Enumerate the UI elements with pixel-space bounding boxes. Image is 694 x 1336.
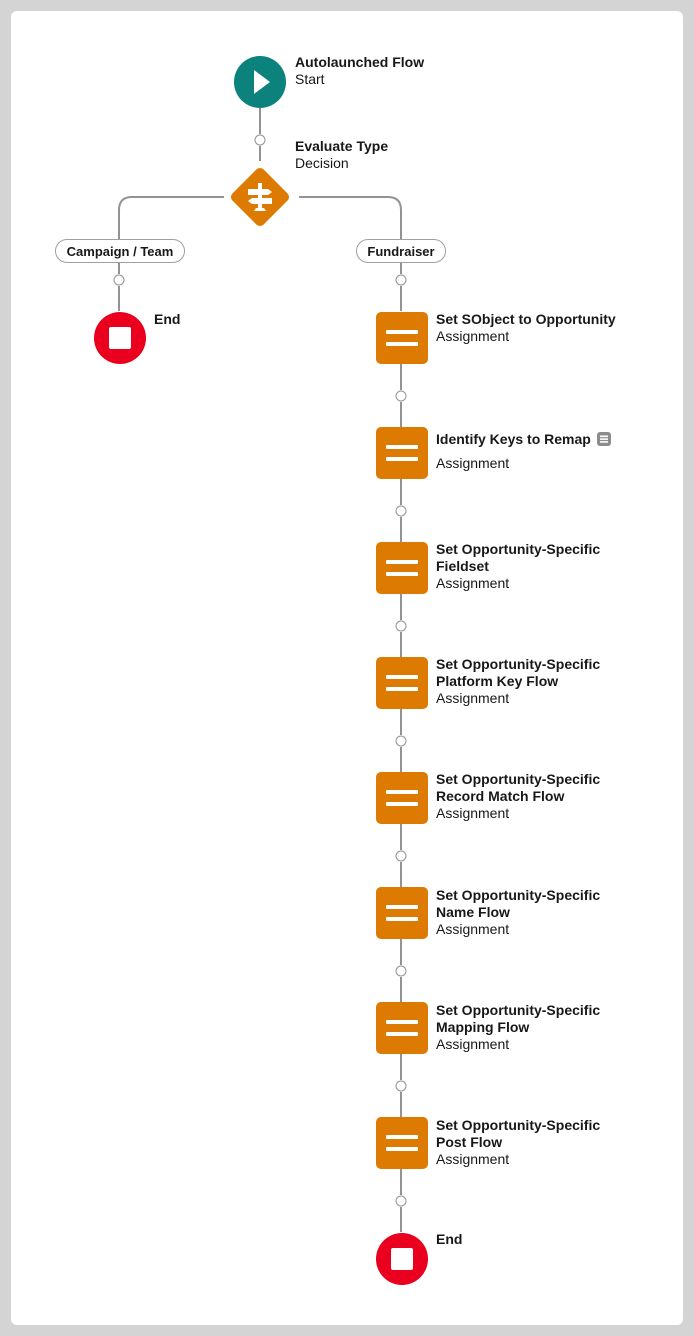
assignment-title: Identify Keys to Remap: [436, 431, 591, 447]
end-node-title: End: [154, 311, 181, 327]
end-node-icon[interactable]: [94, 312, 146, 364]
branch-line-right: [299, 197, 401, 239]
assignment-label: [436, 771, 626, 822]
assignment-title: Set Opportunity-Specific Mapping Flow: [436, 1002, 601, 1035]
decision-node-icon[interactable]: [224, 161, 296, 233]
end-node-label-left: [154, 311, 180, 328]
assignment-title: Set Opportunity-Specific Fieldset: [436, 541, 601, 574]
assignment-icon[interactable]: [376, 542, 428, 594]
assignment-icon[interactable]: [376, 1117, 428, 1169]
branch-label-fundraiser[interactable]: Fundraiser: [356, 239, 446, 263]
assignment-title: Set Opportunity-Specific Post Flow: [436, 1117, 601, 1150]
assignment-title: Set SObject to Opportunity: [436, 311, 616, 327]
assignment-type: Assignment: [436, 455, 510, 471]
assignment-label: [436, 431, 676, 472]
end-node-label-right: [436, 1231, 462, 1248]
assignment-label: [436, 656, 626, 707]
decision-node-label: [295, 138, 388, 172]
assignment-icon[interactable]: [376, 772, 428, 824]
start-node-title: Autolaunched Flow: [295, 54, 425, 70]
start-node-icon[interactable]: [234, 56, 286, 108]
assignment-icon[interactable]: [376, 312, 428, 364]
start-node-type: Start: [295, 71, 325, 87]
assignment-label: [436, 1002, 626, 1053]
assignment-type: Assignment: [436, 921, 510, 937]
assignment-type: Assignment: [436, 328, 510, 344]
assignment-type: Assignment: [436, 575, 510, 591]
assignment-icon[interactable]: [376, 1002, 428, 1054]
assignment-label: [436, 541, 626, 592]
flow-canvas: [11, 11, 683, 1325]
assignment-label: [436, 1117, 626, 1168]
assignment-type: Assignment: [436, 690, 510, 706]
start-node-label: [295, 54, 424, 88]
note-icon[interactable]: [597, 432, 611, 446]
end-node-title: End: [436, 1231, 463, 1247]
end-node-icon[interactable]: [376, 1233, 428, 1285]
assignment-title: Set Opportunity-Specific Name Flow: [436, 887, 601, 920]
assignment-type: Assignment: [436, 1151, 510, 1167]
assignment-type: Assignment: [436, 1036, 510, 1052]
assignment-title: Set Opportunity-Specific Platform Key Flow: [436, 656, 601, 689]
assignment-icon[interactable]: [376, 657, 428, 709]
assignment-icon[interactable]: [376, 427, 428, 479]
assignment-label: [436, 887, 626, 938]
branch-label-campaign-team[interactable]: Campaign / Team: [55, 239, 185, 263]
connector-add-node[interactable]: [396, 275, 406, 285]
assignment-icon[interactable]: [376, 887, 428, 939]
branch-line-left: [119, 197, 224, 239]
assignment-type: Assignment: [436, 805, 510, 821]
connector-add-node[interactable]: [114, 275, 124, 285]
assignment-label: [436, 311, 676, 345]
assignment-title: Set Opportunity-Specific Record Match Flow: [436, 771, 601, 804]
decision-node-type: Decision: [295, 155, 349, 171]
connector-add-node[interactable]: [255, 135, 265, 145]
decision-node-title: Evaluate Type: [295, 138, 389, 154]
